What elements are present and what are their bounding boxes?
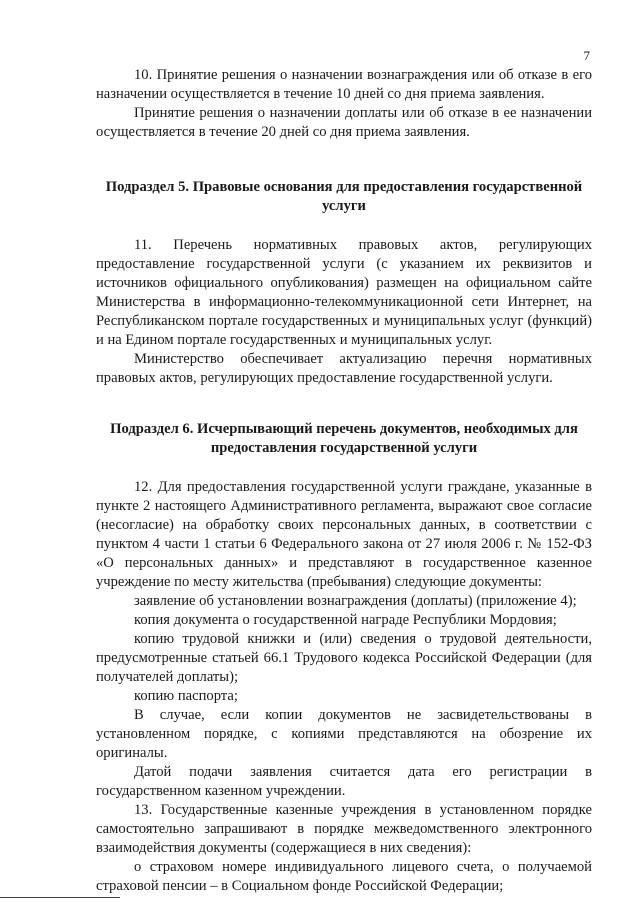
paragraph-12-date-note: Датой подачи заявления считается дата его регистрации в государственном казенном учреждении. [96,764,592,799]
section-heading-5: Подраздел 5. Правовые основания для предоставления государственной услуги [105,179,583,214]
paragraph-12-note: В случае, если копии документов не засвидетельствованы в установленном порядке, с копиями представляются на обозрение их оригиналы. [96,707,592,761]
paragraph-10-supplement: Принятие решения о назначении доплаты или об отказе в ее назначении осуществляется в течение 20 дней со дня приема заявления. [96,105,592,140]
paragraph-11: 11. Перечень нормативных правовых актов, регулирующих предоставление государственной услуги (с указанием их реквизитов и источников официального опубликования) размещен на официальном сайте Министерства в информационно-телекоммуникационной сети Интернет, на Республиканском портале государственных и муниципальных услуг (функций) и на Едином портале государственных и муниципальных услуг. [96,237,592,348]
page-number: 7 [583,48,590,63]
paragraph-12: 12. Для предоставления государственной услуги граждане, указанные в пункте 2 настоящего Административного регламента, выражают свое согласие (несогласие) на обработку своих персональных данных, в соответствии с пунктом 4 части 1 статьи 6 Федерального закона от 27 июля 2006 г. № 152-ФЗ «О персональных данных» и представляют в государственное казенное учреждение по месту жительства (пребывания) следующие документы: [96,479,592,590]
document-list-item: копию паспорта; [134,688,238,704]
document-list-item: заявление об установлении вознаграждения (доплаты) (приложение 4); [134,593,577,609]
footer-rule [0,897,120,898]
document-list-item: копию трудовой книжки и (или) сведения о трудовой деятельности, предусмотренные статьей 66.1 Трудового кодекса Российской Федерации (для получателей доплаты); [96,631,592,685]
section-heading-6: Подраздел 6. Исчерпывающий перечень документов, необходимых для предоставления государственной услуги [110,421,578,456]
paragraph-13-item: о страховом номере индивидуального лицевого счета, о получаемой страховой пенсии – в Социальном фонде Российской Федерации; [96,859,592,894]
document-body [96,66,592,896]
paragraph-11-supplement: Министерство обеспечивает актуализацию перечня нормативных правовых актов, регулирующих предоставление государственной услуги. [96,351,592,386]
paragraph-10: 10. Принятие решения о назначении вознаграждения или об отказе в его назначении осуществляется в течение 10 дней со дня приема заявления. [96,67,592,102]
document-list-item: копия документа о государственной награде Республики Мордовия; [134,612,557,628]
paragraph-13: 13. Государственные казенные учреждения в установленном порядке самостоятельно запрашивают в порядке межведомственного электронного взаимодействия документы (содержащиеся в них сведения): [96,802,592,856]
